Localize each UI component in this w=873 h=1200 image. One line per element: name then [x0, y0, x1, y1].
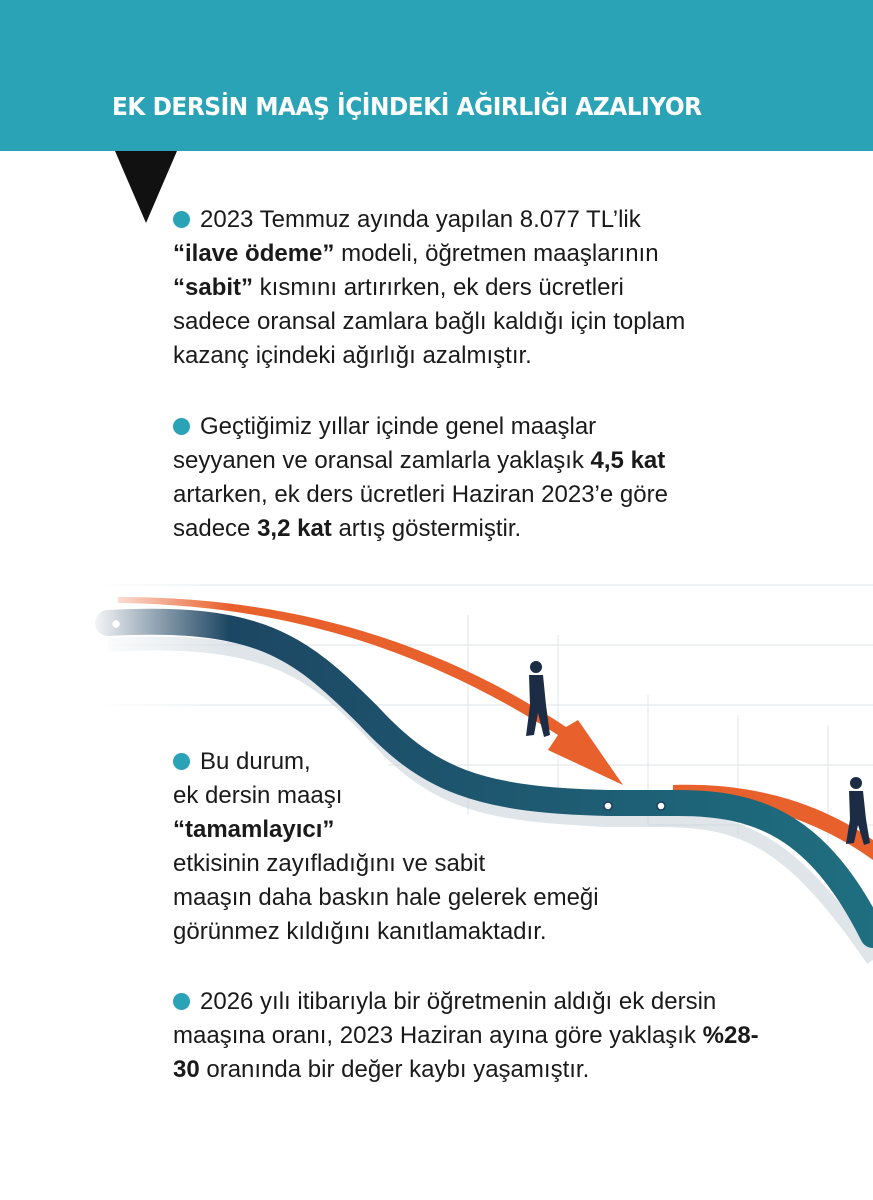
paragraph-ilave-odeme	[173, 203, 685, 373]
text-segment: seyyanen ve oransal zamlarla yaklaşık	[173, 447, 591, 474]
text-line	[173, 1053, 759, 1087]
text-segment: ek dersin maaşı	[173, 782, 343, 809]
text-segment: sadece oransal zamlara bağlı kaldığı için toplam	[173, 308, 686, 335]
text-line	[173, 985, 759, 1019]
text-segment: artış göstermiştir.	[331, 515, 522, 542]
text-segment: kısmını artırırken, ek ders ücretleri	[253, 274, 624, 301]
pointer-triangle	[115, 151, 177, 223]
text-line	[173, 339, 685, 373]
text-segment: maaşın daha baskın hale gelerek emeği	[173, 884, 599, 911]
text-segment: Geçtiğimiz yıllar içinde genel maaşlar	[200, 413, 597, 440]
text-line	[173, 779, 599, 813]
bold-text: “tamamlayıcı”	[173, 816, 335, 843]
text-line	[173, 203, 685, 237]
bullet-icon	[173, 418, 190, 435]
text-segment: sadece	[173, 515, 258, 542]
text-segment: maaşına oranı, 2023 Haziran ayına göre yaklaşık	[173, 1022, 703, 1049]
text-segment: etkisinin zayıfladığını ve sabit	[173, 850, 486, 877]
bold-text: 3,2 kat	[257, 515, 332, 542]
text-line	[173, 444, 668, 478]
text-line	[173, 305, 685, 339]
paragraph-tamamlayici	[173, 745, 599, 949]
text-segment: 2023 Temmuz ayında yapılan 8.077 TL’lik	[200, 206, 641, 233]
text-segment: oranında bir değer kaybı yaşamıştır.	[199, 1056, 590, 1083]
paragraph-maas-artisi	[173, 410, 668, 546]
bold-text: “ilave ödeme”	[173, 240, 335, 267]
bullet-icon	[173, 993, 190, 1010]
bold-text: 30	[173, 1056, 200, 1083]
paragraph-deger-kaybi	[173, 985, 759, 1087]
bold-text: %28-	[702, 1022, 759, 1049]
text-line	[173, 915, 599, 949]
header-band	[0, 0, 873, 151]
text-segment: modeli, öğretmen maaşlarının	[334, 240, 659, 267]
bold-text: 4,5 kat	[590, 447, 666, 474]
bold-text: “sabit”	[173, 274, 254, 301]
text-line	[173, 271, 685, 305]
text-segment: kazanç içindeki ağırlığı azalmıştır.	[173, 342, 532, 369]
text-line	[173, 237, 685, 271]
text-segment: 2026 yılı itibarıyla bir öğretmenin aldığı ek dersin	[200, 988, 717, 1015]
text-line	[173, 745, 599, 779]
text-line	[173, 478, 668, 512]
text-line	[173, 881, 599, 915]
text-line	[173, 1019, 759, 1053]
bullet-icon	[173, 211, 190, 228]
text-segment: görünmez kıldığını kanıtlamaktadır.	[173, 918, 547, 945]
page-title: EK DERSİN MAAŞ İÇİNDEKİ AĞIRLIĞI AZALIYOR	[112, 92, 702, 121]
text-line	[173, 410, 668, 444]
text-line	[173, 847, 599, 881]
text-line	[173, 813, 599, 847]
text-line	[173, 512, 668, 546]
text-segment: artarken, ek ders ücretleri Haziran 2023’e göre	[173, 481, 668, 508]
text-segment: Bu durum,	[200, 748, 311, 775]
bullet-icon	[173, 753, 190, 770]
